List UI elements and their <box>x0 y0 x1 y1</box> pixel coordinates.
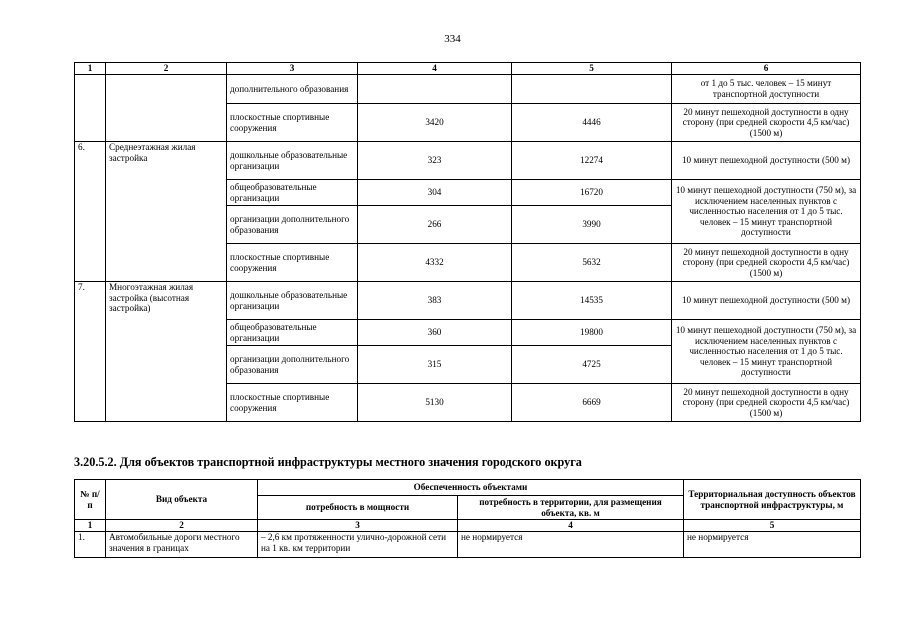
capacity-value: 315 <box>358 346 512 384</box>
header-num: № п/п <box>75 480 106 520</box>
accessibility-value: от 1 до 5 тыс. человек – 15 минут транспортной доступности <box>672 75 861 104</box>
facilities-table <box>74 62 861 422</box>
area-value: 3990 <box>512 206 672 244</box>
area-value: 16720 <box>512 180 672 206</box>
header-area: потребность в территории, для размещения объекта, кв. м <box>458 496 684 520</box>
column-number-row <box>75 520 861 532</box>
facility-type: плоскостные спортивные сооружения <box>227 384 358 422</box>
object-type: Автомобильные дороги местного значения в границах <box>106 532 258 558</box>
capacity-value: 304 <box>358 180 512 206</box>
facility-type: дошкольные образовательные организации <box>227 142 358 180</box>
column-number: 1 <box>75 520 106 532</box>
column-number: 2 <box>106 520 258 532</box>
table-row <box>75 282 861 320</box>
capacity-value: 323 <box>358 142 512 180</box>
section-heading: 3.20.5.2. Для объектов транспортной инфраструктуры местного значения городского округа <box>74 455 582 469</box>
column-number: 5 <box>512 63 672 75</box>
column-number: 1 <box>75 63 106 75</box>
area-value <box>512 75 672 104</box>
column-number: 6 <box>672 63 861 75</box>
column-number: 4 <box>458 520 684 532</box>
accessibility-value: 20 минут пешеходной доступности в одну сторону (при средней скорости 4,5 км/час) (1500 м) <box>672 104 861 142</box>
header-provision: Обеспеченность объектами <box>258 480 684 496</box>
facility-type: общеобразовательные организации <box>227 320 358 346</box>
table-row <box>75 532 861 558</box>
area-value: не нормируется <box>458 532 684 558</box>
capacity-value: 3420 <box>358 104 512 142</box>
accessibility-value: 20 минут пешеходной доступности в одну сторону (при средней скорости 4,5 км/час) (1500 м) <box>672 244 861 282</box>
accessibility-value: 10 минут пешеходной доступности (750 м), за исключением населенных пунктов с численностью населения от 1 до 5 тыс. человек – 15 минут транспортной доступности <box>672 320 861 384</box>
column-number: 5 <box>684 520 861 532</box>
column-number: 3 <box>227 63 358 75</box>
capacity-value: 266 <box>358 206 512 244</box>
accessibility-value: 10 минут пешеходной доступности (500 м) <box>672 282 861 320</box>
column-number-row <box>75 63 861 75</box>
facility-type: дополнительного образования <box>227 75 358 104</box>
capacity-value: – 2,6 км протяженности улично-дорожной сети на 1 кв. км территории <box>258 532 458 558</box>
capacity-value: 5130 <box>358 384 512 422</box>
capacity-value <box>358 75 512 104</box>
accessibility-value: 20 минут пешеходной доступности в одну сторону (при средней скорости 4,5 км/час) (1500 м) <box>672 384 861 422</box>
header-type: Вид объекта <box>106 480 258 520</box>
transport-table <box>74 479 861 558</box>
facility-type: плоскостные спортивные сооружения <box>227 244 358 282</box>
area-value: 4725 <box>512 346 672 384</box>
accessibility-value: 10 минут пешеходной доступности (750 м), за исключением населенных пунктов с численностью населения от 1 до 5 тыс. человек – 15 минут транспортной доступности <box>672 180 861 244</box>
page-number: 334 <box>444 33 461 45</box>
header-capacity: потребность в мощности <box>258 496 458 520</box>
capacity-value: 383 <box>358 282 512 320</box>
area-value: 14535 <box>512 282 672 320</box>
accessibility-value: 10 минут пешеходной доступности (500 м) <box>672 142 861 180</box>
row-number: 1. <box>75 532 106 558</box>
capacity-value: 360 <box>358 320 512 346</box>
facility-type: организации дополнительного образования <box>227 206 358 244</box>
facility-type: плоскостные спортивные сооружения <box>227 104 358 142</box>
row-number: 6. <box>75 142 106 282</box>
column-number: 2 <box>106 63 227 75</box>
zone-name: Среднеэтажная жилая застройка <box>106 142 227 282</box>
accessibility-value: не нормируется <box>684 532 861 558</box>
facility-type: общеобразовательные организации <box>227 180 358 206</box>
area-value: 12274 <box>512 142 672 180</box>
header-row <box>75 480 861 496</box>
table-row <box>75 75 861 104</box>
facility-type: дошкольные образовательные организации <box>227 282 358 320</box>
row-number: 7. <box>75 282 106 422</box>
area-value: 5632 <box>512 244 672 282</box>
column-number: 3 <box>258 520 458 532</box>
area-value: 6669 <box>512 384 672 422</box>
capacity-value: 4332 <box>358 244 512 282</box>
zone-name: Многоэтажная жилая застройка (высотная застройка) <box>106 282 227 422</box>
header-access: Территориальная доступность объектов транспортной инфраструктуры, м <box>684 480 861 520</box>
column-number: 4 <box>358 63 512 75</box>
table-row <box>75 142 861 180</box>
zone-name <box>106 75 227 142</box>
area-value: 4446 <box>512 104 672 142</box>
area-value: 19800 <box>512 320 672 346</box>
row-number <box>75 75 106 142</box>
facility-type: организации дополнительного образования <box>227 346 358 384</box>
